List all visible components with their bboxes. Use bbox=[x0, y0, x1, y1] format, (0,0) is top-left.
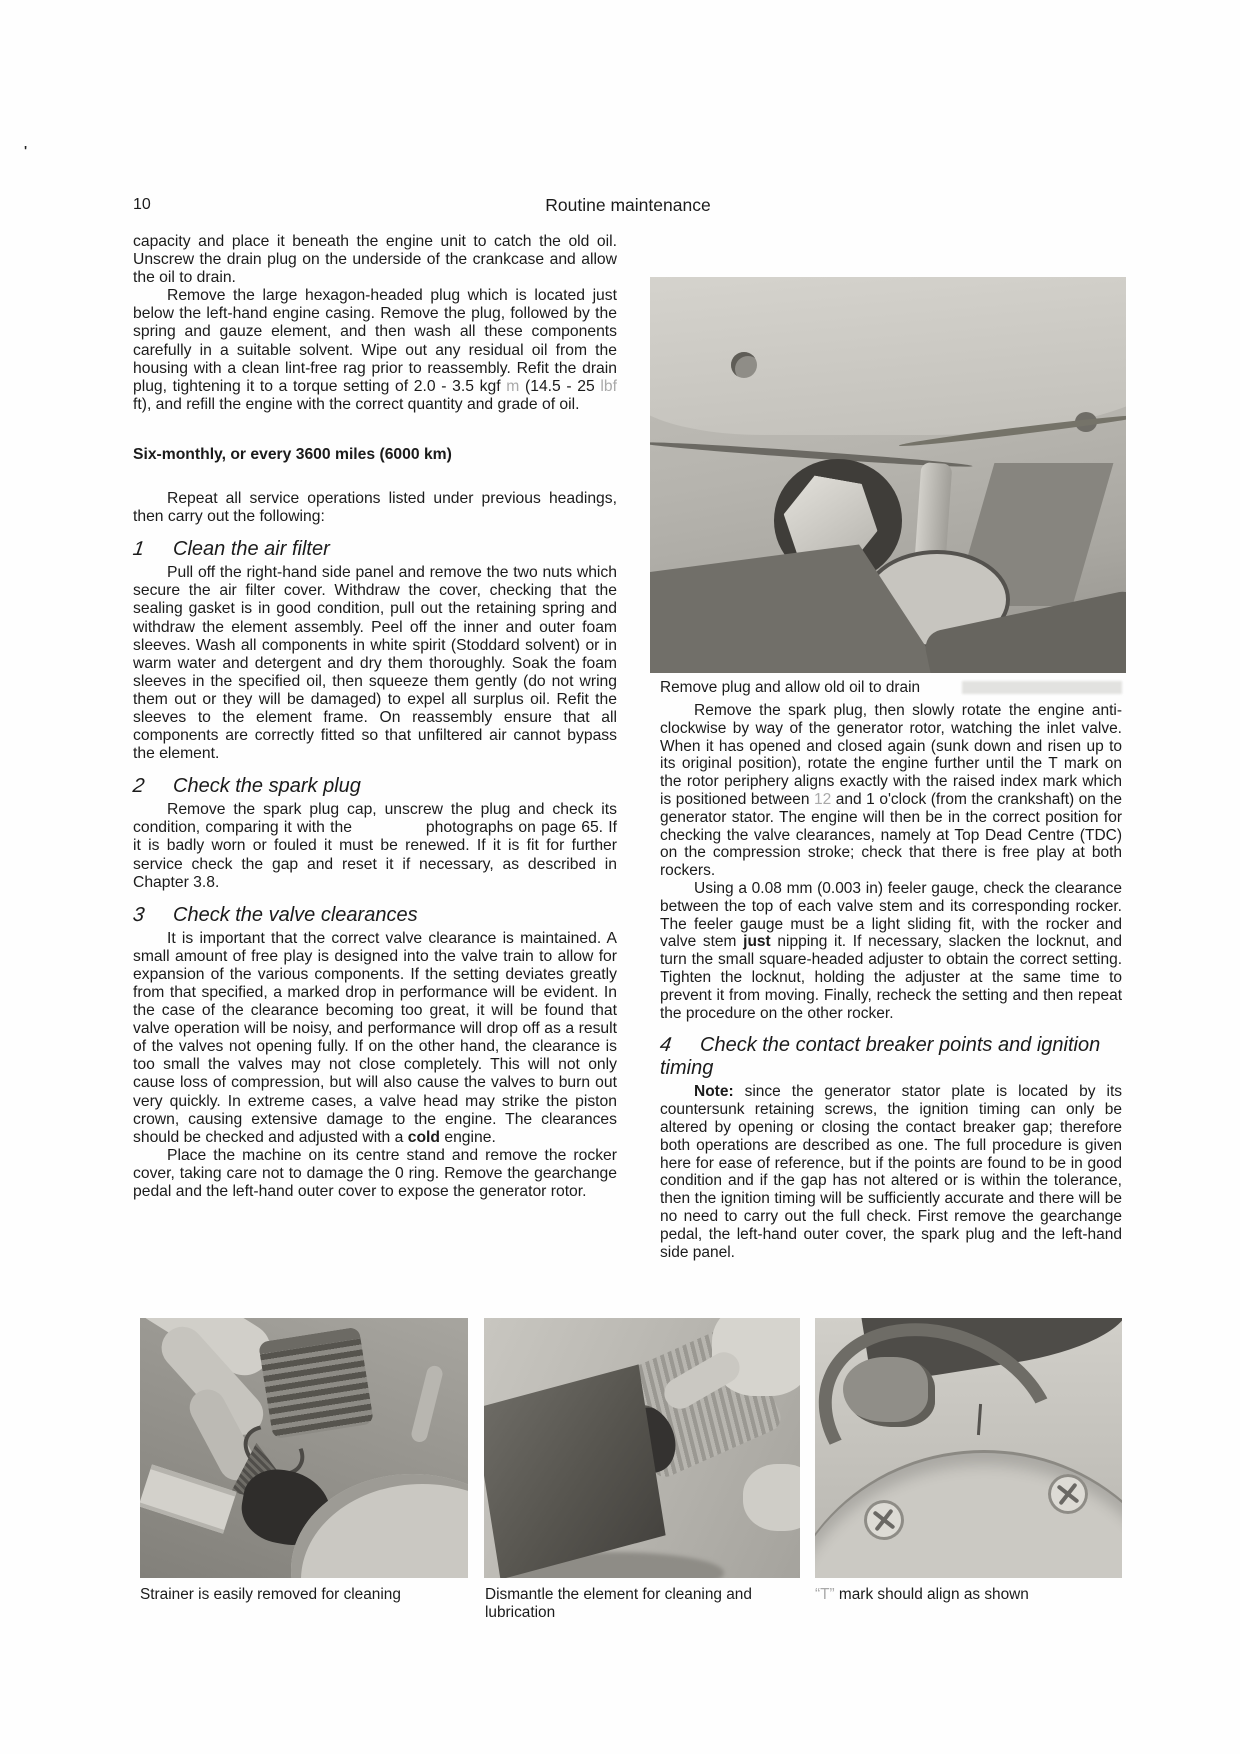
bottom-caption-1: Strainer is easily removed for cleaning bbox=[140, 1586, 401, 1603]
engine-casing-highlight bbox=[650, 277, 1126, 435]
bottom-caption-3-text: mark should align as shown bbox=[834, 1586, 1029, 1603]
strainer-photo bbox=[140, 1318, 468, 1578]
para-spark-text1: Remove the spark plug cap, unscrew the plug and check its condition, comparing it with the bbox=[133, 801, 617, 837]
casing-bolt-shape bbox=[731, 352, 757, 378]
heading-six-monthly: Six-monthly, or every 3600 miles (6000 km) bbox=[133, 445, 452, 463]
page-number: 10 bbox=[133, 196, 151, 213]
para-rotate-engine bbox=[660, 702, 1122, 880]
section-2-heading bbox=[133, 775, 617, 798]
section-4-number: 4 bbox=[658, 1034, 673, 1057]
section-3-number: 3 bbox=[131, 903, 146, 926]
para-repeat-service: Repeat all service operations listed under previous headings, then carry out the following: bbox=[133, 490, 617, 526]
unit-lbf: lbf bbox=[600, 377, 617, 395]
unit-kgf-m: m bbox=[506, 377, 520, 395]
t-mark-alignment-photo bbox=[815, 1318, 1122, 1578]
emphasis-cold: cold bbox=[407, 1128, 440, 1146]
drain-plug-photo bbox=[650, 277, 1126, 673]
stray-print-mark: ' bbox=[24, 143, 28, 158]
bottom-caption-3 bbox=[815, 1586, 1127, 1604]
section-1-heading bbox=[133, 538, 617, 561]
para-oil-drain: capacity and place it beneath the engine unit to catch the old oil. Unscrew the drain plug on the underside of the crankcase and allow the oil to drain. bbox=[133, 233, 617, 287]
air-filter-element-photo bbox=[484, 1318, 800, 1578]
para-hexagon-plug bbox=[133, 287, 617, 414]
para-valve-clearance bbox=[133, 930, 617, 1147]
section-4-title: Check the contact breaker points and ignition timing bbox=[660, 1034, 1101, 1080]
para-hexagon-plug-text3: ft), and refill the engine with the correct quantity and grade of oil. bbox=[133, 395, 580, 413]
para-hexagon-plug-text: Remove the large hexagon-headed plug which is located just below the left-hand engine casing. Remove the plug, followed by the spring and gauze element, and then wash all these components carefully in a suitable solvent. Wipe out any residual oil from the housing with a clean lint-free rag prior to reassembly. Refit the drain plug, tightening it to a torque setting of 2.0 - 3.5 kgf bbox=[133, 287, 617, 395]
top-photo-caption: Remove plug and allow old oil to drain bbox=[660, 679, 921, 696]
section-1-number: 1 bbox=[131, 538, 146, 561]
section-1-title: Clean the air filter bbox=[173, 538, 330, 561]
t-mark-quotes: “T” bbox=[815, 1586, 835, 1603]
ridged-plug-shape bbox=[258, 1326, 374, 1438]
para-valve-text1: It is important that the correct valve clearance is maintained. A small amount of free play is designed into the valve train to allow for expansion of the various components. If the setting deviates greatly from that specified, a marked drop in performance will be evident. In the case of the clearance becoming too great, it will be found that valve operation will be noisy, and performance will drop off as a result of the valves not opening fully. If on the other hand, the clearance is too small the valves may not close completely. This will not only cause loss of compression, but will also cause the valves to burn out very quickly. In extreme cases, a valve head may strike the piston crown, causing extensive damage to the engine. The clearances should be checked and adjusted with a bbox=[133, 929, 617, 1146]
emphasis-just: just bbox=[743, 933, 771, 951]
para-rotate-text2: and 1 o'clock (from the crankshaft) on the generator stator. The engine will then be in the correct position for checking the valve clearances, namely at Top Dead Centre (TDC) on the compression stroke; check that there is free play at both rockers. bbox=[660, 790, 1122, 880]
label-plate-shape bbox=[140, 1464, 236, 1533]
para-spark-text2: photographs on page 65. If it is badly worn or fouled it must be renewed. If it is fit for further service check the gap and reset it if necessary, as described in Chapter 3.8. bbox=[133, 819, 617, 891]
faded-12: 12 bbox=[814, 790, 832, 808]
para-air-filter: Pull off the right-hand side panel and remove the two nuts which secure the air filter cover. Withdraw the cover, checking that the sealing gasket is in good condition, pull out the retaining spring and withdraw the element assembly. Peel off the inner and outer foam sleeves. Wash all components in white spirit (Stoddard solvent) or in warm water and detergent and dry them thoroughly. Soak the foam sleeves in the specified oil, then squeeze them gently (do not wring them out or they will be damaged) to expel all surplus oil. Refit the sleeves to the element frame. On reassembly ensure that all components are correctly fitted so that unfiltered air cannot bypass the element. bbox=[133, 564, 617, 763]
para-spark-plug bbox=[133, 801, 617, 891]
note-label: Note: bbox=[694, 1083, 734, 1101]
section-2-title: Check the spark plug bbox=[173, 775, 361, 798]
para-valve-text2: engine. bbox=[439, 1128, 496, 1146]
para-note-timing bbox=[660, 1083, 1122, 1261]
para-note-text: since the generator stator plate is located by its countersunk retaining screws, the ignition timing can only be altered by opening or closing the contact breaker gap; therefore both operations are described as one. The full procedure is given here for ease of reference, but if the points are found to be in good condition and if the gap has not altered or is within the tolerance, then the ignition timing will be sufficiently accurate and there will be no need to carry out the full check. First remove the gearchange pedal, the left-hand outer cover, the spark plug and the left-hand side panel. bbox=[660, 1083, 1122, 1261]
para-feeler-text1: Using a 0.08 mm (0.003 in) feeler gauge, check the clearance between the top of each valve stem and its corresponding rocker. The feeler gauge must be a light sliding fit, with the rocker and valve stem bbox=[660, 879, 1122, 951]
foam-sleeve-sheet bbox=[484, 1364, 665, 1578]
bottom-caption-2: Dismantle the element for cleaning and lubrication bbox=[485, 1586, 752, 1621]
screw-head-left bbox=[864, 1500, 904, 1540]
left-column bbox=[133, 233, 617, 1201]
section-3-title: Check the valve clearances bbox=[173, 903, 418, 926]
print-bleed-artifact bbox=[962, 681, 1122, 694]
para-centre-stand: Place the machine on its centre stand and remove the rocker cover, taking care not to damage the 0 ring. Remove the gearchange pedal and the left-hand outer cover to expose the generator rotor. bbox=[133, 1146, 617, 1201]
section-2-number: 2 bbox=[131, 775, 146, 798]
para-feeler-gauge bbox=[660, 880, 1122, 1022]
hand-shape-2 bbox=[743, 1464, 800, 1532]
light-streak-shape bbox=[410, 1364, 445, 1444]
para-feeler-text2: nipping it. If necessary, slacken the locknut, and turn the small square-headed adjuster to obtain the correct setting. Tighten the locknut, holding the adjuster at the same time to prevent it from moving. Finally, recheck the setting and then repeat the procedure on the other rocker. bbox=[660, 933, 1122, 1022]
right-column bbox=[660, 702, 1122, 1261]
para-hexagon-plug-text2: (14.5 - 25 bbox=[519, 377, 601, 395]
para-rotate-text1: Remove the spark plug, then slowly rotate the engine anti-clockwise by way of the generator rotor, watching the inlet valve. When it has opened and closed again (sunk down and risen up to its original position), rotate the engine further until the T mark on the rotor periphery aligns exactly with the raised index mark which is positioned between bbox=[660, 702, 1122, 808]
section-4-heading bbox=[660, 1034, 1122, 1080]
section-3-heading bbox=[133, 904, 617, 927]
running-header: Routine maintenance bbox=[545, 195, 711, 215]
